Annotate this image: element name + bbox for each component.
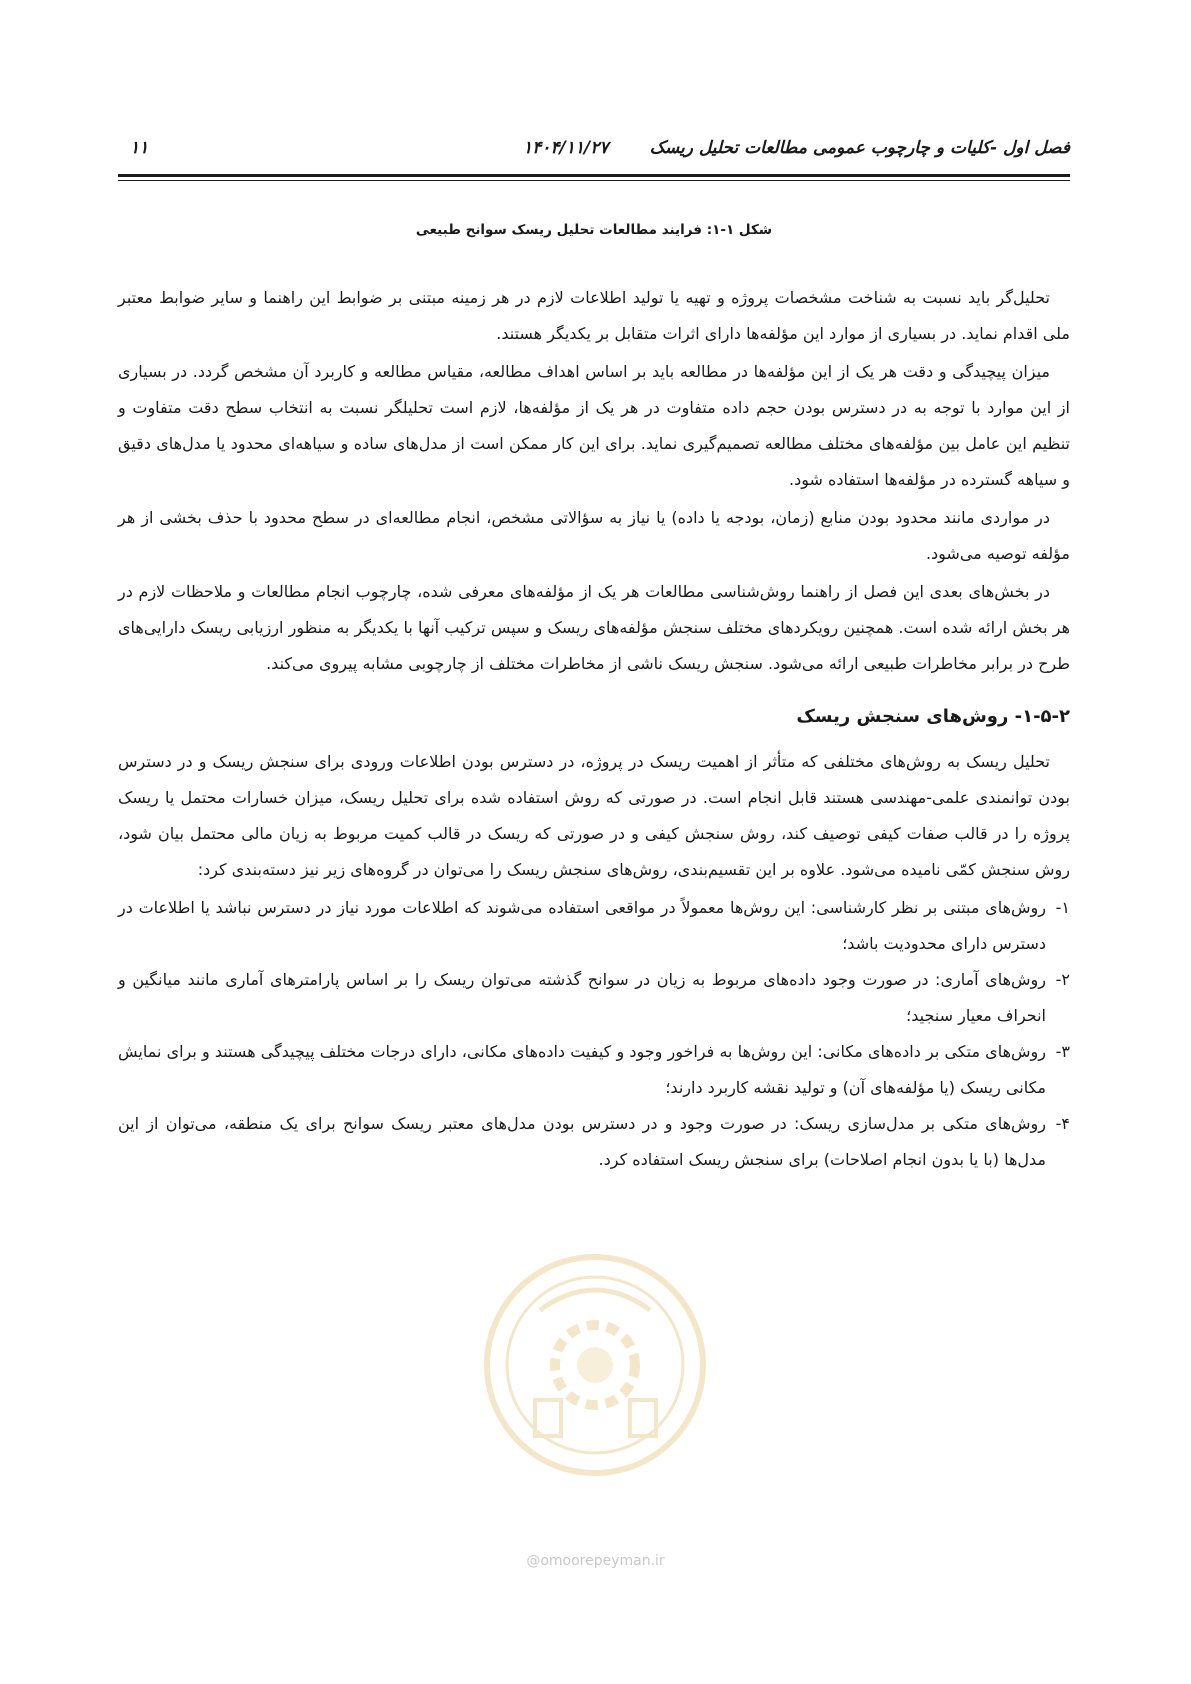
list-item — [118, 962, 1070, 1034]
list-item — [118, 890, 1070, 962]
paragraph: میزان پیچیدگی و دقت هر یک از این مؤلفه‌ها در مطالعه باید بر اساس اهداف مطالعه، مقیاس مطالعه و کاربرد آن مشخص گردد. در بسیاری از این موارد با توجه به در دسترس بودن حجم داده متفاوت در هر یک از مؤلفه‌ها، لازم است تحلیلگر نسبت به انتخاب سطح دقت متفاوت و تنظیم این عامل بین مؤلفه‌های مختلف مطالعه تصمیم‌گیری نماید. برای این کار ممکن است از مدل‌های ساده و سیاهه‌ای محدود یا مدل‌های دقیق و سیاهه گسترده در مؤلفه‌ها استفاده شود. — [118, 362, 1070, 489]
chapter-title: فصل اول -کلیات و چارچوب عمومی مطالعات تحلیل ریسک — [649, 138, 1070, 158]
list-item — [118, 1106, 1070, 1178]
list-number: ۳- — [1055, 1042, 1070, 1061]
section-heading: ۱-۵-۲- روش‌های سنجش ریسک — [796, 706, 1070, 727]
paragraph: در بخش‌های بعدی این فصل از راهنما روش‌شناسی مطالعات هر یک از مؤلفه‌های معرفی شده، چارچوب انجام مطالعات و ملاحظات لازم در هر بخش ارائه شده است. همچنین رویکردهای مختلف سنجش مؤلفه‌های ریسک و سپس ترکیب آنها با یکدیگر به منظور ارزیابی ریسک دارایی‌های طرح در برابر مخاطرات طبیعی ارائه می‌شود. سنجش ریسک ناشی از مخاطرات مختلف از چارچوبی مشابه پیروی می‌کند. — [118, 582, 1070, 673]
paragraph: تحلیل‌گر باید نسبت به شناخت مشخصات پروژه و تهیه یا تولید اطلاعات لازم در هر زمینه مبتنی بر ضوابط این راهنما و سایر ضوابط معتبر ملی اقدام نماید. در بسیاری از موارد این مؤلفه‌ها دارای اثرات متقابل بر یکدیگر هستند. — [118, 288, 1070, 343]
header-date: ۱۴۰۴/۱۱/۲۷ — [523, 138, 609, 158]
list-number: ۲- — [1055, 970, 1070, 989]
header-rule-thin — [118, 180, 1070, 181]
watermark-url: @omoorepeyman.ir — [526, 1553, 665, 1569]
list-number: ۴- — [1055, 1114, 1070, 1133]
list-number: ۱- — [1055, 898, 1070, 917]
page-number: ۱۱ — [130, 138, 149, 158]
list-text: روش‌های مبتنی بر نظر کارشناسی: این روش‌ها معمولاً در مواقعی استفاده می‌شوند که اطلاعات مورد نیاز در دسترس نباشد یا اطلاعات در دسترس دارای محدودیت باشد؛ — [118, 898, 1046, 953]
watermark-seal-icon — [480, 1250, 710, 1480]
section-intro: تحلیل ریسک به روش‌های مختلفی که متأثر از اهمیت ریسک در پروژه، در دسترس بودن اطلاعات ورودی برای سنجش ریسک و در دسترس بودن توانمندی علمی-مهندسی هستند قابل انجام است. در صورتی که روش استفاده شده برای تحلیل ریسک، میزان خسارات محتمل یا ریسک پروژه را در قالب صفات کیفی توصیف کند، روش سنجش کیفی و در صورتی که ریسک در قالب کمیت مربوط به زیان مالی محتمل بیان شود، روش سنجش کمّی نامیده می‌شود. علاوه بر این تقسیم‌بندی، روش‌های سنجش ریسک را می‌توان در گروه‌های زیر نیز دسته‌بندی کرد: — [118, 752, 1070, 879]
list-text: روش‌های متکی بر مدل‌سازی ریسک: در صورت وجود و در دسترس بودن مدل‌های معتبر ریسک سوانح برای یک منطقه، می‌توان از این مدل‌ها (با یا بدون انجام اصلاحات) برای سنجش ریسک استفاده کرد. — [118, 1114, 1046, 1169]
paragraph: در مواردی مانند محدود بودن منابع (زمان، بودجه یا داده) یا نیاز به سؤالاتی مشخص، انجام مطالعه‌ای در سطح محدود با حذف بخشی از هر مؤلفه توصیه می‌شود. — [118, 508, 1070, 563]
list-text: روش‌های متکی بر داده‌های مکانی: این روش‌ها به فراخور وجود و کیفیت داده‌های مکانی، دارای درجات مختلف پیچیدگی هستند و برای نمایش مکانی ریسک (یا مؤلفه‌های آن) و تولید نقشه کاربرد دارند؛ — [118, 1042, 1046, 1097]
figure-caption: شکل ۱-۱: فرایند مطالعات تحلیل ریسک سوانح طبیعی — [415, 222, 773, 238]
list-text: روش‌های آماری: در صورت وجود داده‌های مربوط به زیان در سوانح گذشته می‌توان ریسک را بر اساس پارامترهای آماری مانند میانگین و انحراف معیار سنجید؛ — [118, 970, 1046, 1025]
list-item — [118, 1034, 1070, 1106]
body-text — [118, 280, 1070, 1178]
header-rule-thick — [118, 174, 1070, 177]
page-header — [118, 138, 1070, 168]
